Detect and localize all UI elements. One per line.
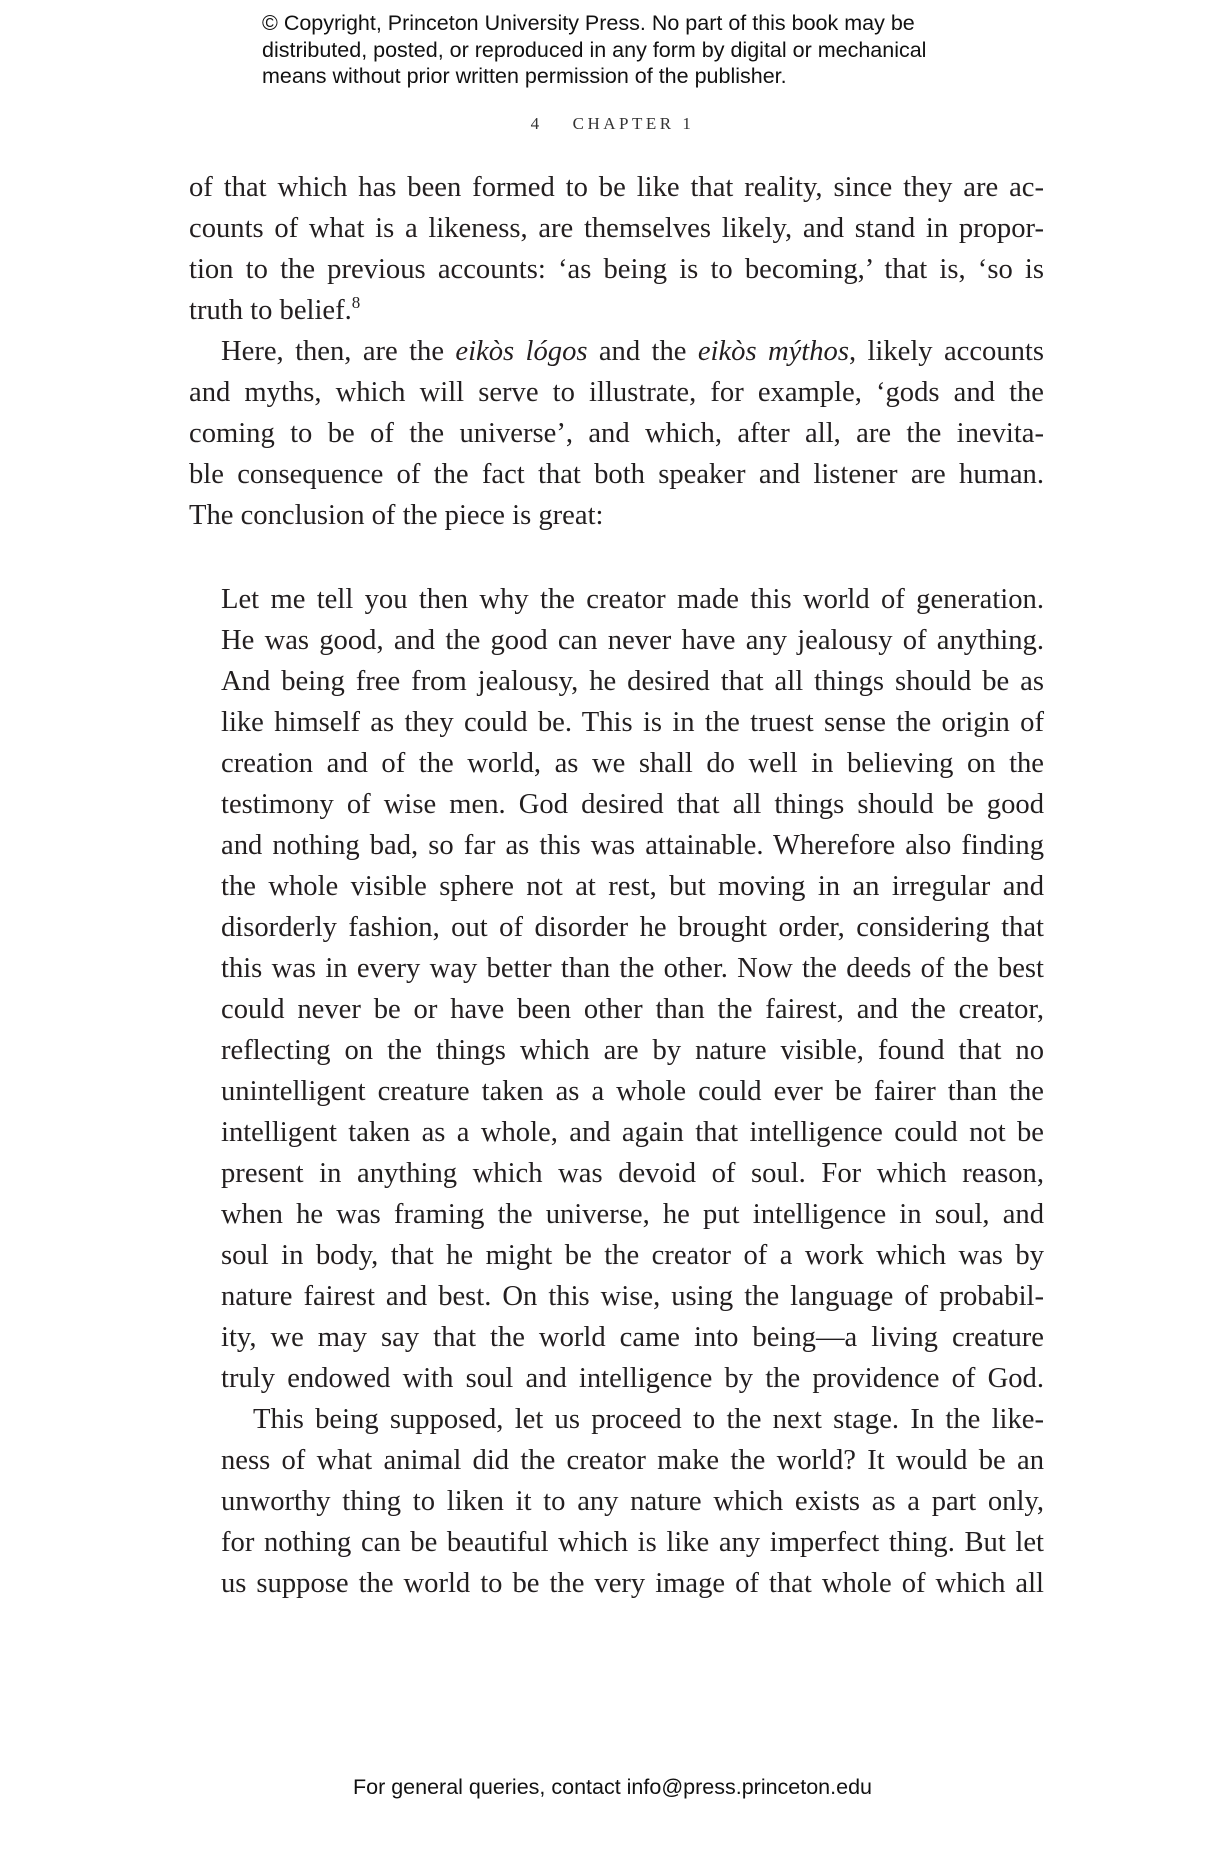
running-head (0, 114, 1225, 134)
body-text (189, 167, 1044, 536)
text-line: and myths, which will serve to illustrate, for example, ‘gods and the (189, 377, 1044, 408)
quote-line: this was in every way better than the other. Now the deeds of the best (221, 953, 1044, 984)
text-line: The conclusion of the piece is great: (189, 500, 604, 531)
quote-line: disorderly fashion, out of disorder he brought order, considering that (221, 912, 1044, 943)
quote-line: could never be or have been other than the fairest, and the creator, (221, 994, 1044, 1025)
quote-line: creation and of the world, as we shall do well in believing on the (221, 748, 1044, 779)
quote-line: reflecting on the things which are by nature visible, found that no (221, 1035, 1044, 1066)
text-line: of that which has been formed to be like that reality, since they are ac- (189, 172, 1044, 203)
quote-line: soul in body, that he might be the creator of a work which was by (221, 1240, 1044, 1271)
text-span: and the (587, 336, 698, 367)
copyright-line: means without prior written permission of the publisher. (262, 64, 787, 88)
text-line: tion to the previous accounts: ‘as being is to becoming,’ that is, ‘so is (189, 254, 1044, 285)
text-span: Here, then, are the (221, 336, 456, 367)
quote-line: intelligent taken as a whole, and again that intelligence could not be (221, 1117, 1044, 1148)
text-line (189, 331, 1044, 372)
term-eikos-mythos: eikòs mýthos (697, 336, 849, 367)
quote-line: truly endowed with soul and intelligence by the providence of God. (221, 1363, 1044, 1394)
quote-line: like himself as they could be. This is in the truest sense the origin of (221, 707, 1044, 738)
quote-line: and nothing bad, so far as this was attainable. Wherefore also finding (221, 830, 1044, 861)
quote-line: nature fairest and best. On this wise, using the language of probabil- (221, 1281, 1044, 1312)
text-line: ble consequence of the fact that both speaker and listener are human. (189, 459, 1044, 490)
copyright-notice (262, 10, 1022, 90)
text-line: coming to be of the universe’, and which, after all, are the inevita- (189, 418, 1044, 449)
quote-line: This being supposed, let us proceed to the next stage. In the like- (253, 1404, 1044, 1435)
quote-line: unintelligent creature taken as a whole could ever be fairer than the (221, 1076, 1044, 1107)
text-line-content: truth to belief. (189, 295, 352, 326)
quote-line: for nothing can be beautiful which is like any imperfect thing. But let (221, 1527, 1044, 1558)
copyright-line: distributed, posted, or reproduced in any form by digital or mechanical (262, 37, 927, 62)
footnote-reference[interactable]: 8 (351, 293, 361, 312)
quote-line: ity, we may say that the world came into being—a living creature (221, 1322, 1044, 1353)
footer-contact: For general queries, contact info@press.princeton.edu (352, 1775, 872, 1799)
quote-line: the whole visible sphere not at rest, but moving in an irregular and (221, 871, 1044, 902)
text-line: counts of what is a likeness, are themselves likely, and stand in propor- (189, 213, 1044, 244)
text-line (189, 290, 1044, 331)
quote-line: And being free from jealousy, he desired that all things should be as (221, 666, 1044, 697)
quote-line: when he was framing the universe, he put intelligence in soul, and (221, 1199, 1044, 1230)
quote-line: testimony of wise men. God desired that all things should be good (221, 789, 1044, 820)
quote-line: He was good, and the good can never have any jealousy of anything. (221, 625, 1044, 656)
quote-line: us suppose the world to be the very image of that whole of which all (221, 1568, 1044, 1599)
quote-line: present in anything which was devoid of soul. For which reason, (221, 1158, 1044, 1189)
chapter-label: CHAPTER 1 (572, 114, 695, 133)
quote-line: unworthy thing to liken it to any nature which exists as a part only, (221, 1486, 1044, 1517)
page-number: 4 (530, 114, 543, 133)
copyright-line: © Copyright, Princeton University Press. No part of this book may be (262, 11, 915, 35)
quote-line: ness of what animal did the creator make the world? It would be an (221, 1445, 1044, 1476)
term-eikos-logos: eikòs lógos (455, 336, 588, 367)
quote-line: Let me tell you then why the creator made this world of generation. (221, 584, 1044, 615)
block-quote (221, 579, 1044, 1604)
text-span: , likely accounts (848, 336, 1045, 367)
